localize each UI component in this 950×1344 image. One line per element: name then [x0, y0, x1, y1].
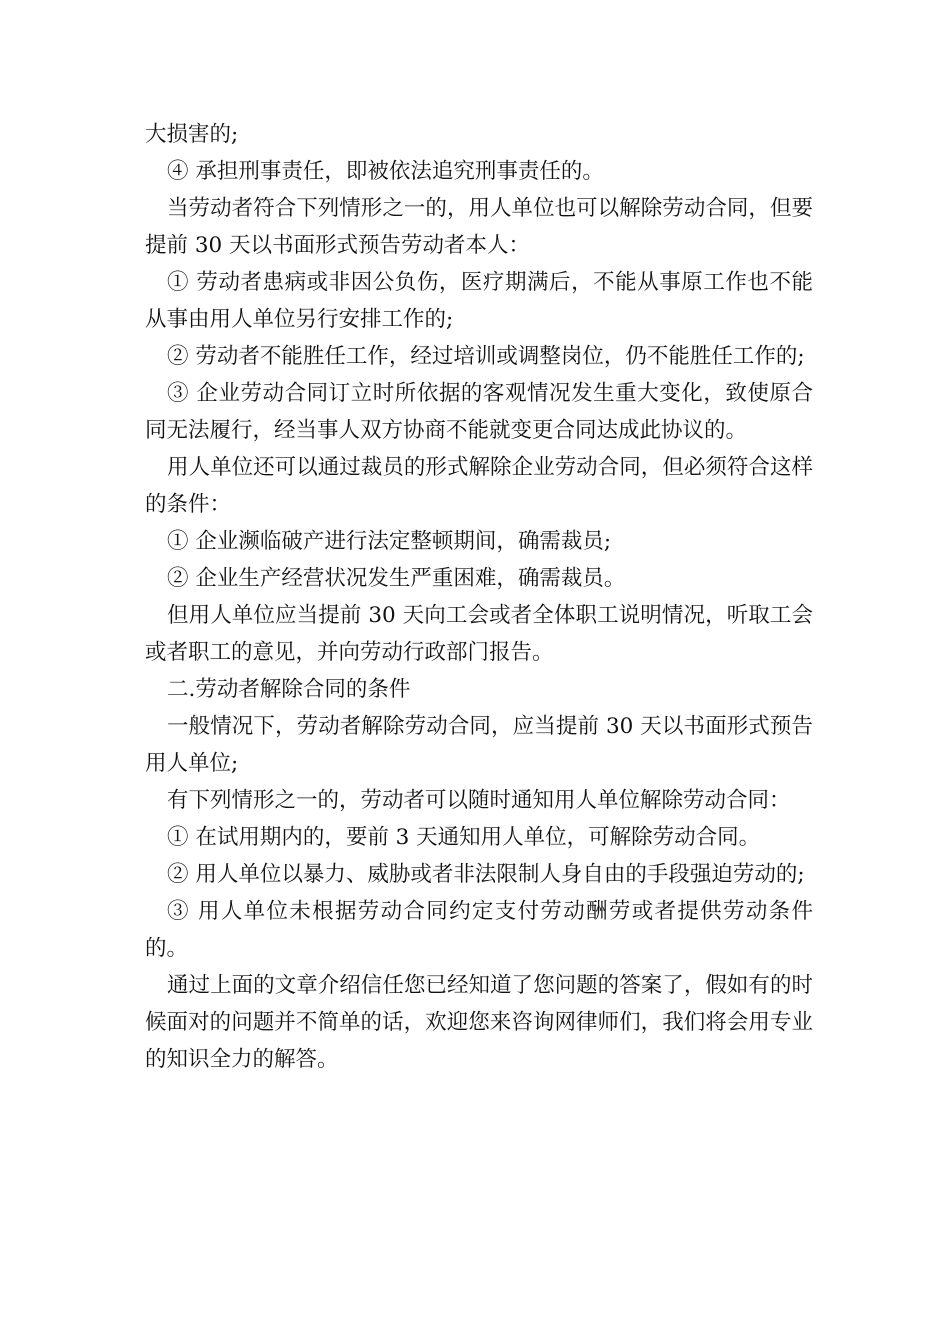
paragraph-layoff-conditions: 用人单位还可以通过裁员的形式解除企业劳动合同，但必须符合这样的条件：: [145, 455, 813, 517]
paragraph-closing: 通过上面的文章介绍信任您已经知道了您问题的答案了，假如有的时候面对的问题并不简单的话，欢迎您来咨询网律师们，我们将会用专业的知识全力的解答。: [145, 973, 813, 1072]
paragraph-layoff-notice: 但用人单位应当提前 30 天向工会或者全体职工说明情况，听取工会或者职工的意见，并向劳动行政部门报告。: [145, 603, 813, 665]
paragraph-item-probation: ① 在试用期内的，要前 3 天通知用人单位，可解除劳动合同。: [167, 825, 761, 850]
paragraph-item-circumstance-change: ③ 企业劳动合同订立时所依据的客观情况发生重大变化，致使原合同无法履行，经当事人双方协商不能就变更合同达成此协议的。: [145, 381, 813, 443]
paragraph-item-operating-difficulty: ② 企业生产经营状况发生严重困难，确需裁员。: [167, 566, 626, 591]
paragraph-item-incompetence: ② 劳动者不能胜任工作，经过培训或调整岗位，仍不能胜任工作的;: [167, 344, 805, 369]
section-heading-employee-termination: 二.劳动者解除合同的条件: [167, 677, 411, 702]
paragraph-item-unpaid-wages: ③ 用人单位未根据劳动合同约定支付劳动酬劳或者提供劳动条件的。: [145, 899, 813, 961]
paragraph-item-criminal-liability: ④ 承担刑事责任，即被依法追究刑事责任的。: [167, 159, 604, 184]
paragraph-employee-notice: 一般情况下，劳动者解除劳动合同，应当提前 30 天以书面形式预告用人单位;: [145, 714, 813, 776]
paragraph-item-forced-labor: ② 用人单位以暴力、威胁或者非法限制人身自由的手段强迫劳动的;: [167, 862, 805, 887]
paragraph-continuation: 大损害的;: [145, 122, 239, 147]
paragraph-item-bankruptcy: ① 企业濒临破产进行法定整顿期间，确需裁员;: [167, 529, 612, 554]
paragraph-item-illness-injury: ① 劳动者患病或非因公负伤，医疗期满后，不能从事原工作也不能从事由用人单位另行安排工作的;: [145, 270, 813, 332]
paragraph-employer-notice-termination: 当劳动者符合下列情形之一的，用人单位也可以解除劳动合同，但要提前 30 天以书面形式预告劳动者本人：: [145, 196, 813, 258]
document-body: [145, 116, 813, 1078]
paragraph-immediate-termination: 有下列情形之一的，劳动者可以随时通知用人单位解除劳动合同：: [167, 788, 791, 813]
